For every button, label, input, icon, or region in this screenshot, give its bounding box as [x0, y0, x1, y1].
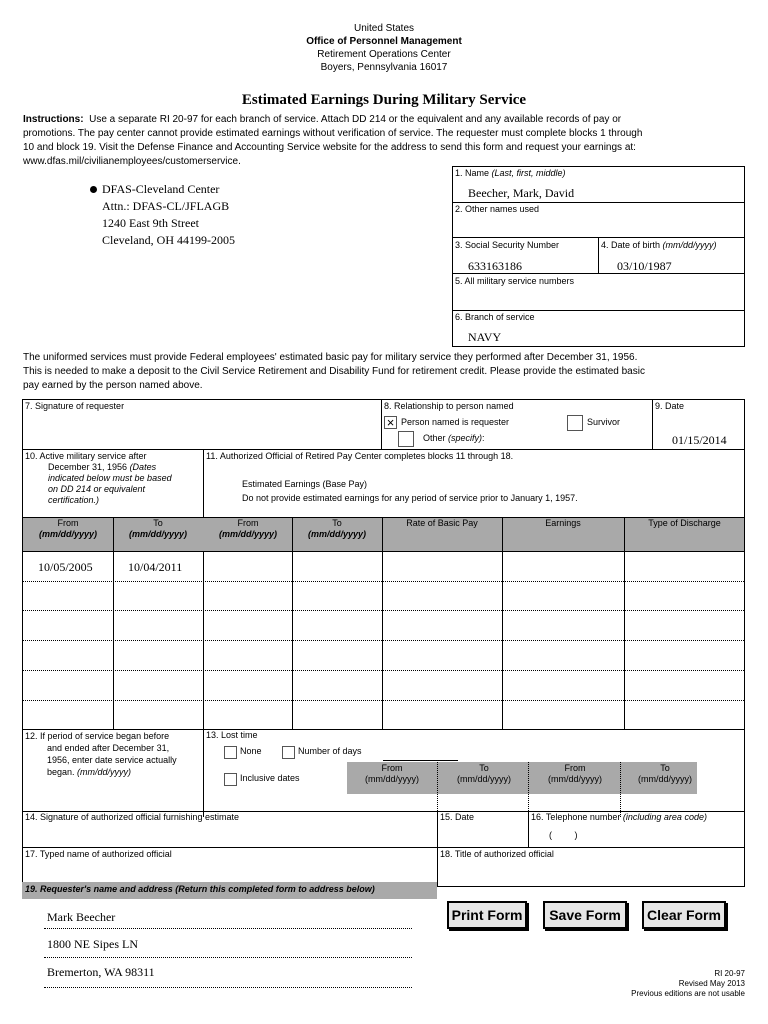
block19-label: 19. Requester's name and address (Return this completed form to address below)	[25, 884, 375, 894]
lost-time-inclusive-label: Inclusive dates	[240, 773, 300, 783]
block12-label: 12. If period of service began before and ended after December 31, 1956, enter date service actually began. (mm/dd/yyyy)	[25, 731, 177, 777]
service-from-date[interactable]	[38, 590, 110, 605]
instructions-line1: Use a separate RI 20-97 for each branch of service. Attach DD 214 or the equivalent and any available records of pay or	[89, 114, 622, 125]
service-to-date[interactable]	[128, 619, 200, 634]
other-names-field[interactable]	[468, 220, 738, 234]
block17-label: 17. Typed name of authorized official	[25, 849, 172, 859]
estimated-earnings-label: Estimated Earnings (Base Pay)	[242, 479, 368, 489]
block5-label: 5. All military service numbers	[455, 276, 575, 286]
col-earnings-header: Earnings	[545, 518, 581, 528]
service-to-date[interactable]	[128, 709, 200, 724]
form-number: RI 20-97	[714, 969, 745, 978]
form-prev-editions: Previous editions are not usable	[631, 989, 745, 998]
name-field[interactable]: Beecher, Mark, David	[468, 186, 575, 200]
col-to-header: To (mm/dd/yyyy)	[128, 518, 188, 539]
dob-field[interactable]: 03/10/1987	[617, 259, 672, 273]
lost-time-none-label: None	[240, 746, 262, 756]
service-from-date[interactable]	[38, 679, 110, 694]
dfas-line1: DFAS-Cleveland Center	[102, 182, 220, 196]
uniformed-line1: The uniformed services must provide Federal employees' estimated basic pay for military service they performed after December 31, 1956.	[23, 352, 638, 363]
print-form-button[interactable]: Print Form	[447, 901, 527, 929]
block2-label: 2. Other names used	[455, 204, 540, 214]
instructions-line2: promotions. The pay center cannot provide estimated earnings without verification of service. The requester must complete blocks 1 through	[23, 128, 643, 139]
block18-label: 18. Title of authorized official	[440, 849, 554, 859]
save-form-button[interactable]: Save Form	[543, 901, 627, 929]
ssn-field[interactable]: 633163186	[468, 259, 522, 273]
block10-label: 10. Active military service after December 31, 1956 (Dates indicated below must be based on DD 214 or equivalent certification.)	[25, 451, 172, 505]
lost-time-inclusive-checkbox[interactable]	[224, 773, 237, 786]
form-revised: Revised May 2013	[678, 979, 745, 988]
survivor-label: Survivor	[587, 417, 621, 427]
block6-label: 6. Branch of service	[455, 312, 535, 322]
dfas-address	[102, 181, 235, 249]
service-from-date[interactable]	[38, 649, 110, 664]
header-center: Retirement Operations Center	[317, 49, 451, 60]
block11-label: 11. Authorized Official of Retired Pay Center completes blocks 11 through 18.	[206, 451, 514, 461]
block1-label: 1. Name (Last, first, middle)	[455, 168, 566, 178]
other-checkbox[interactable]	[398, 431, 414, 447]
service-from-date[interactable]: 10/05/2005	[38, 560, 93, 574]
col-discharge-header: Type of Discharge	[648, 518, 721, 528]
col-auth-from-header: From (mm/dd/yyyy)	[218, 518, 278, 539]
block14-label: 14. Signature of authorized official furnishing estimate	[25, 812, 239, 822]
service-from-date[interactable]	[38, 619, 110, 634]
lost-from-2: From (mm/dd/yyyy)	[548, 763, 602, 784]
person-named-label: Person named is requester	[401, 417, 510, 427]
bullet-icon	[90, 186, 97, 193]
lost-time-days-label: Number of days	[298, 746, 362, 756]
header-city: Boyers, Pennsylvania 16017	[320, 62, 448, 73]
dfas-line4: Cleveland, OH 44199-2005	[102, 233, 235, 247]
official-date-field[interactable]	[440, 824, 526, 846]
instructions-line3: 10 and block 19. Visit the Defense Finance and Accounting Service website for the address to send this form and request your earnings at:	[23, 142, 636, 153]
branch-field[interactable]: NAVY	[468, 330, 502, 344]
col-from-header: From (mm/dd/yyyy)	[38, 518, 98, 539]
service-to-date[interactable]	[128, 679, 200, 694]
block3-label: 3. Social Security Number	[455, 240, 560, 250]
col-rate-header: Rate of Basic Pay	[406, 518, 478, 528]
telephone-field[interactable]: ( )	[549, 830, 578, 840]
requester-signature-field[interactable]	[24, 414, 379, 448]
survivor-checkbox[interactable]	[567, 415, 583, 431]
days-input-line[interactable]	[383, 760, 458, 761]
service-to-date[interactable]	[128, 590, 200, 605]
dfas-line3: 1240 East 9th Street	[102, 216, 199, 230]
agency-header	[234, 22, 534, 74]
block15-label: 15. Date	[440, 812, 475, 822]
lost-time-days-checkbox[interactable]	[282, 746, 295, 759]
header-country: United States	[353, 23, 415, 34]
block8-label: 8. Relationship to person named	[384, 401, 514, 411]
other-label: Other (specify):	[423, 433, 485, 443]
uniformed-line3: pay earned by the person named above.	[23, 380, 203, 391]
service-to-date[interactable]	[128, 649, 200, 664]
official-signature-field[interactable]	[24, 824, 434, 846]
uniformed-services-text	[23, 351, 645, 393]
requester-name-field[interactable]: Mark Beecher	[47, 910, 116, 924]
instructions	[23, 113, 751, 169]
uniformed-line2: This is needed to make a deposit to the Civil Service Retirement and Disability Fund for retirement credit. Please provide the estimated basic	[23, 366, 645, 377]
header-agency: Office of Personnel Management	[306, 36, 462, 47]
lost-time-none-checkbox[interactable]	[224, 746, 237, 759]
service-from-date[interactable]	[38, 709, 110, 724]
official-title-field[interactable]	[440, 861, 742, 885]
block7-label: 7. Signature of requester	[25, 401, 125, 411]
form-title: Estimated Earnings During Military Service	[241, 92, 527, 108]
instructions-label: Instructions:	[23, 114, 84, 125]
col-auth-to-header: To (mm/dd/yyyy)	[307, 518, 367, 539]
instructions-line4: www.dfas.mil/civilianemployees/customerservice.	[23, 156, 241, 167]
requester-street-field[interactable]: 1800 NE Sipes LN	[47, 937, 138, 951]
no-estimate-notice: Do not provide estimated earnings for any period of service prior to January 1, 1957.	[242, 493, 578, 503]
service-numbers-field[interactable]	[468, 292, 738, 306]
requester-city-field[interactable]: Bremerton, WA 98311	[47, 965, 155, 979]
person-named-checkbox[interactable]: ×	[384, 416, 397, 429]
request-date-field[interactable]: 01/15/2014	[672, 433, 727, 447]
service-to-date[interactable]: 10/04/2011	[128, 560, 183, 574]
block9-label: 9. Date	[655, 401, 685, 411]
block16-label: 16. Telephone number (including area code)	[531, 812, 707, 822]
clear-form-button[interactable]: Clear Form	[642, 901, 726, 929]
lost-from-1: From (mm/dd/yyyy)	[365, 763, 419, 784]
block4-label: 4. Date of birth (mm/dd/yyyy)	[601, 240, 717, 250]
form-footer	[580, 969, 745, 999]
block13-label: 13. Lost time	[206, 730, 258, 740]
lost-to-2: To (mm/dd/yyyy)	[638, 763, 692, 784]
dfas-line2: Attn.: DFAS-CL/JFLAGB	[102, 199, 230, 213]
lost-to-1: To (mm/dd/yyyy)	[457, 763, 511, 784]
